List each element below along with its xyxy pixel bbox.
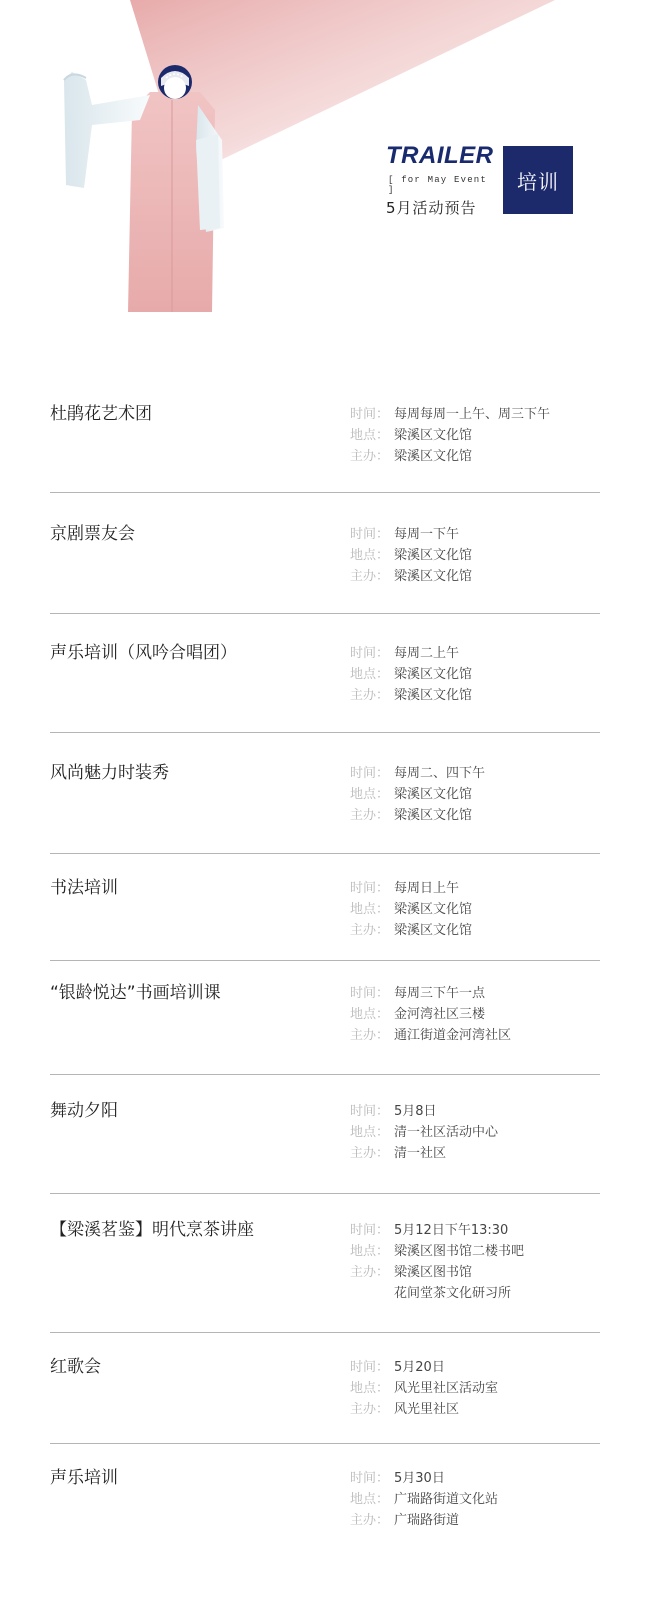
- detail-row: [350, 404, 600, 425]
- detail-value: 梁溪区文化馆: [394, 787, 473, 802]
- detail-label: 地点：: [350, 428, 390, 443]
- detail-label: 主办：: [350, 1402, 390, 1417]
- detail-value: 每周二、四下午: [394, 766, 486, 781]
- detail-value: 5月12日下午13:30: [394, 1223, 509, 1238]
- detail-value: 清一社区: [394, 1146, 447, 1161]
- detail-label: 地点：: [350, 787, 390, 802]
- trailer-subtitle: [ for May Event ]: [388, 175, 488, 195]
- detail-value: 通江街道金河湾社区: [394, 1028, 512, 1043]
- detail-value: 梁溪区文化馆: [394, 449, 473, 464]
- event-details: [350, 878, 600, 941]
- detail-row: [350, 643, 600, 664]
- event-name: 声乐培训（风吟合唱团）: [50, 643, 237, 663]
- detail-row: [350, 1143, 600, 1164]
- detail-row: [350, 446, 600, 467]
- detail-row: [350, 1025, 600, 1046]
- detail-label: 时间：: [350, 527, 390, 542]
- detail-row: [350, 524, 600, 545]
- detail-value: 梁溪区文化馆: [394, 923, 473, 938]
- detail-value: 梁溪区文化馆: [394, 667, 473, 682]
- detail-row: [350, 920, 600, 941]
- detail-label: 时间：: [350, 1360, 390, 1375]
- event-details: [350, 1220, 600, 1304]
- detail-value: 梁溪区图书馆二楼书吧: [394, 1244, 525, 1259]
- detail-value: 梁溪区文化馆: [394, 428, 473, 443]
- detail-label: 主办：: [350, 1028, 390, 1043]
- detail-label: 主办：: [350, 449, 390, 464]
- detail-row: [350, 566, 600, 587]
- detail-value: 广瑞路街道文化站: [394, 1492, 499, 1507]
- event-name: 红歌会: [50, 1357, 101, 1377]
- detail-label: 时间：: [350, 1223, 390, 1238]
- event-name: 【梁溪茗鉴】明代烹茶讲座: [50, 1220, 254, 1240]
- detail-value: 每周日上午: [394, 881, 460, 896]
- header-banner: [0, 0, 662, 340]
- event-item: [50, 1468, 600, 1560]
- detail-label: 主办：: [350, 1146, 390, 1161]
- detail-row: [350, 1510, 600, 1531]
- detail-label: [350, 1283, 394, 1304]
- detail-label: 地点：: [350, 667, 390, 682]
- detail-value: 风光里社区活动室: [394, 1381, 499, 1396]
- trailer-title: TRAILER: [386, 142, 494, 169]
- detail-row: [350, 899, 600, 920]
- detail-value: 梁溪区文化馆: [394, 902, 473, 917]
- event-details: [350, 1468, 600, 1531]
- detail-row: [350, 983, 600, 1004]
- event-name: 书法培训: [50, 878, 118, 898]
- event-name: 风尚魅力时装秀: [50, 763, 169, 783]
- detail-value: 清一社区活动中心: [394, 1125, 499, 1140]
- event-details: [350, 643, 600, 706]
- event-item: [50, 983, 600, 1075]
- event-name: 杜鹃花艺术团: [50, 404, 152, 424]
- event-name: “银龄悦达”书画培训课: [50, 983, 221, 1003]
- detail-value: 金河湾社区三楼: [394, 1007, 486, 1022]
- detail-row: [350, 1241, 600, 1262]
- detail-label: 时间：: [350, 1104, 390, 1119]
- detail-value: 广瑞路街道: [394, 1513, 460, 1528]
- detail-value: 花间堂茶文化研习所: [394, 1286, 512, 1301]
- event-item: [50, 1220, 600, 1333]
- trailer-block: [386, 143, 496, 217]
- event-details: [350, 763, 600, 826]
- event-name: 京剧票友会: [50, 524, 135, 544]
- detail-label: 时间：: [350, 766, 390, 781]
- event-name: 声乐培训: [50, 1468, 118, 1488]
- detail-row: [350, 805, 600, 826]
- event-details: [350, 404, 600, 467]
- detail-row: [350, 1357, 600, 1378]
- detail-row: [350, 425, 600, 446]
- detail-label: 主办：: [350, 1265, 390, 1280]
- category-badge: 培训: [503, 146, 573, 214]
- event-item: [50, 643, 600, 733]
- detail-value: 每周一下午: [394, 527, 460, 542]
- detail-label: 时间：: [350, 646, 390, 661]
- detail-row: [350, 1122, 600, 1143]
- detail-row: [350, 1220, 600, 1241]
- detail-value: 每周三下午一点: [394, 986, 486, 1001]
- detail-label: 时间：: [350, 986, 390, 1001]
- detail-row: [350, 1468, 600, 1489]
- detail-value: 梁溪区文化馆: [394, 569, 473, 584]
- detail-row: [350, 685, 600, 706]
- detail-value: 梁溪区文化馆: [394, 548, 473, 563]
- detail-label: 主办：: [350, 688, 390, 703]
- event-item: [50, 524, 600, 614]
- event-item: [50, 404, 600, 493]
- detail-row: [350, 1489, 600, 1510]
- detail-value: 梁溪区文化馆: [394, 688, 473, 703]
- event-item: [50, 1101, 600, 1194]
- detail-value: 风光里社区: [394, 1402, 460, 1417]
- detail-label: 地点：: [350, 1381, 390, 1396]
- detail-value: 梁溪区图书馆: [394, 1265, 473, 1280]
- detail-row: [350, 1004, 600, 1025]
- detail-row: [350, 878, 600, 899]
- event-details: [350, 1357, 600, 1420]
- detail-value: 5月20日: [394, 1360, 445, 1375]
- detail-row: [350, 1101, 600, 1122]
- detail-row: [350, 1399, 600, 1420]
- detail-row: [350, 1283, 600, 1304]
- detail-value: 每周二上午: [394, 646, 460, 661]
- detail-label: 地点：: [350, 1125, 390, 1140]
- event-item: [50, 763, 600, 854]
- event-details: [350, 1101, 600, 1164]
- detail-label: 主办：: [350, 923, 390, 938]
- trailer-chinese-title: 5月活动预告: [386, 199, 477, 217]
- event-item: [50, 878, 600, 961]
- detail-label: 地点：: [350, 548, 390, 563]
- detail-value: 5月8日: [394, 1104, 437, 1119]
- detail-label: 主办：: [350, 1513, 390, 1528]
- detail-label: 时间：: [350, 1471, 390, 1486]
- detail-label: 地点：: [350, 902, 390, 917]
- detail-label: 地点：: [350, 1492, 390, 1507]
- event-details: [350, 524, 600, 587]
- detail-label: 地点：: [350, 1244, 390, 1259]
- detail-row: [350, 664, 600, 685]
- detail-label: 主办：: [350, 808, 390, 823]
- event-details: [350, 983, 600, 1046]
- detail-label: 时间：: [350, 881, 390, 896]
- event-item: [50, 1357, 600, 1444]
- event-name: 舞动夕阳: [50, 1101, 118, 1121]
- detail-row: [350, 1262, 600, 1283]
- detail-row: [350, 545, 600, 566]
- detail-label: 时间：: [350, 407, 390, 422]
- detail-label: 地点：: [350, 1007, 390, 1022]
- detail-value: 5月30日: [394, 1471, 445, 1486]
- detail-value: 梁溪区文化馆: [394, 808, 473, 823]
- detail-row: [350, 763, 600, 784]
- detail-row: [350, 1378, 600, 1399]
- detail-value: 每周每周一上午、周三下午: [394, 407, 551, 422]
- detail-label: 主办：: [350, 569, 390, 584]
- detail-row: [350, 784, 600, 805]
